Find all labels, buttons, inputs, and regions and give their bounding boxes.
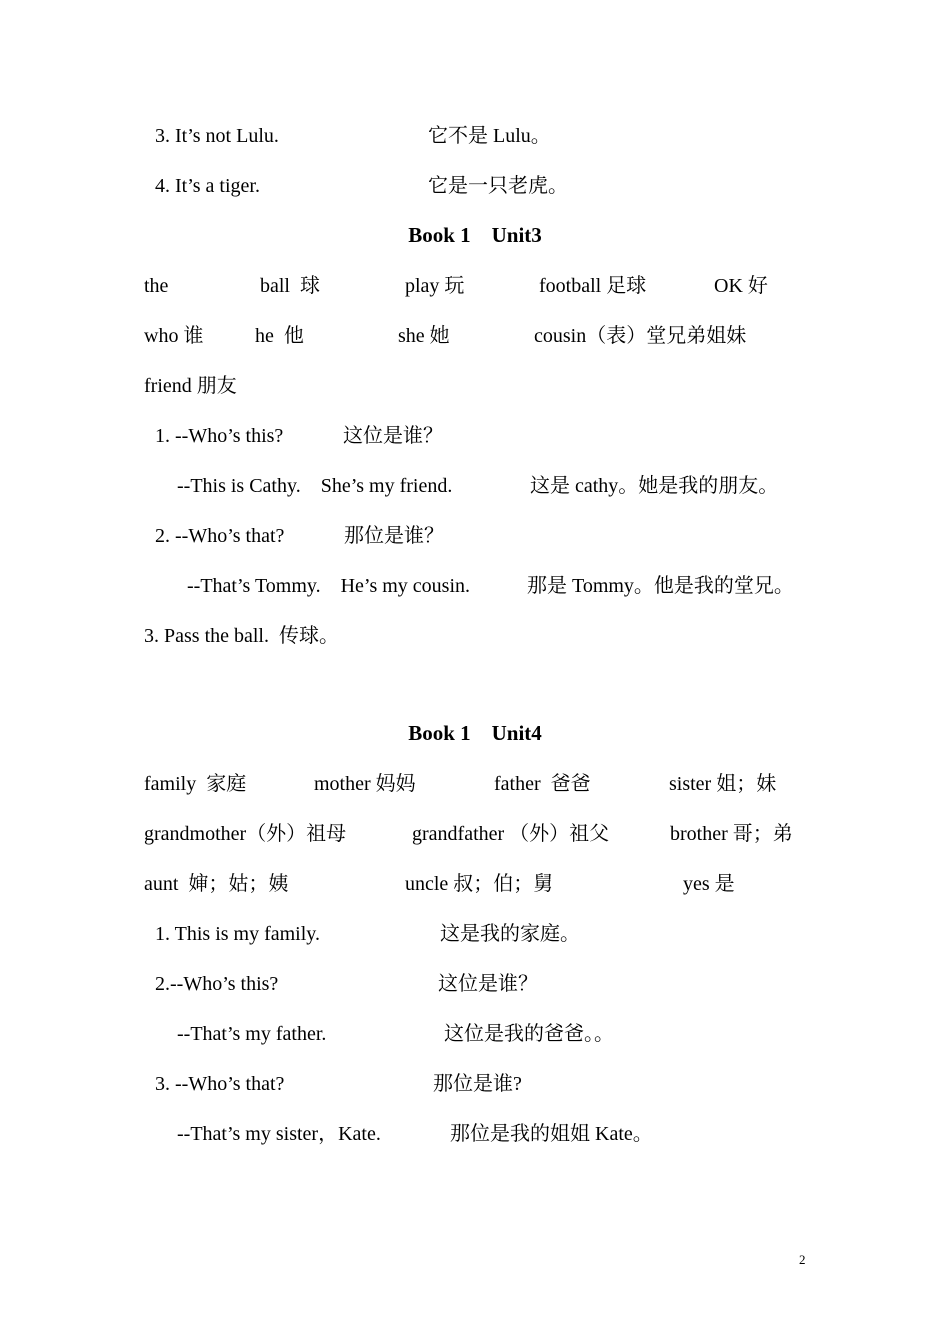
vocab-item: who 谁 [144, 325, 204, 347]
sentence-en: --That’s my father. [177, 1023, 327, 1045]
sentence-en: 2. --Who’s that? [155, 525, 285, 547]
vocab-item: he 他 [255, 325, 304, 347]
vocab-item: cousin（表）堂兄弟姐妹 [534, 325, 747, 347]
vocab-item: play 玩 [405, 275, 465, 297]
sentence-zh: 这是 cathy。她是我的朋友。 [530, 475, 779, 497]
sentence-en: --That’s Tommy. He’s my cousin. [187, 575, 471, 597]
sentence-zh: 这位是谁？ [343, 425, 443, 447]
sentence-zh: 它不是 Lulu。 [428, 125, 551, 147]
vocab-item: she 她 [398, 325, 450, 347]
sentence-en: --That’s my sister，Kate. [177, 1123, 381, 1145]
sentence-zh: 那位是谁？ [344, 525, 444, 547]
page-number: 2 [799, 1252, 806, 1267]
sentence-en: 3. --Who’s that? [155, 1073, 285, 1095]
vocab-item: aunt 婶；姑；姨 [144, 873, 289, 895]
vocab-item: father 爸爸 [494, 773, 591, 795]
vocab-item: grandmother（外）祖母 [144, 823, 347, 845]
vocab-item: friend 朋友 [144, 375, 237, 397]
vocab-item: uncle 叔；伯；舅 [405, 873, 554, 895]
vocab-item: grandfather （外）祖父 [412, 823, 610, 845]
vocab-item: yes 是 [683, 873, 735, 895]
sentence-zh: 这是我的家庭。 [440, 923, 580, 945]
vocab-item: brother 哥；弟 [670, 823, 793, 845]
sentence-en: 2.--Who’s this? [155, 973, 279, 995]
unit4-heading: Book 1 Unit4 [408, 721, 542, 745]
sentence-zh: 这位是我的爸爸。。 [444, 1023, 614, 1045]
sentence-zh: 这位是谁？ [438, 973, 538, 995]
vocab-item: OK 好 [714, 275, 768, 297]
sentence-en: 1. This is my family. [155, 923, 320, 945]
vocab-item: the [144, 275, 169, 297]
sentence-en: 4. It’s a tiger. [155, 175, 260, 197]
sentence: 3. Pass the ball. 传球。 [144, 625, 339, 647]
vocab-item: sister 姐；妹 [669, 773, 777, 795]
sentence-zh: 它是一只老虎。 [428, 175, 568, 197]
vocab-item: football 足球 [539, 275, 647, 297]
unit3-heading: Book 1 Unit3 [408, 223, 542, 247]
sentence-zh: 那是 Tommy。他是我的堂兄。 [527, 575, 794, 597]
sentence-en: 1. --Who’s this? [155, 425, 284, 447]
vocab-item: family 家庭 [144, 773, 247, 795]
sentence-en: 3. It’s not Lulu. [155, 125, 279, 147]
vocab-item: mother 妈妈 [314, 773, 416, 795]
vocab-item: ball 球 [260, 275, 320, 297]
sentence-zh: 那位是我的姐姐 Kate。 [450, 1123, 653, 1145]
sentence-en: --This is Cathy. She’s my friend. [177, 475, 453, 497]
sentence-zh: 那位是谁? [433, 1073, 522, 1095]
